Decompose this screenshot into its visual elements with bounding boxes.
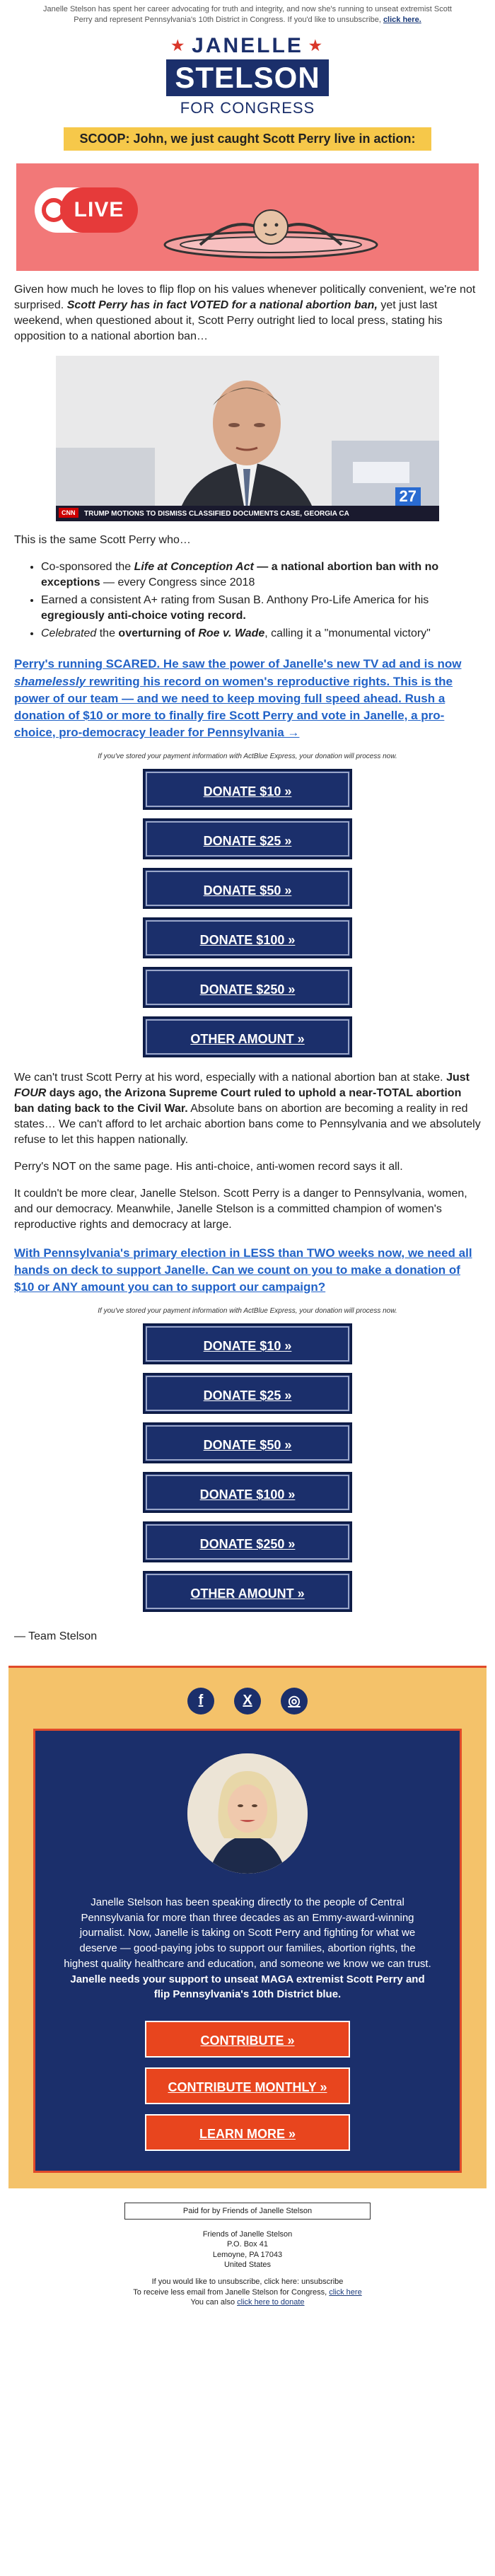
donate-button-group-2 bbox=[0, 1323, 495, 1612]
donate-10-button[interactable]: DONATE $10 » bbox=[143, 1323, 352, 1364]
list-item: • Earned a consistent A+ rating from Susan B. Anthony Pro-Life America for his egregiously anti-choice voting record. bbox=[41, 593, 481, 624]
header bbox=[0, 28, 495, 120]
unsubscribe-line[interactable]: If you would like to unsubscribe, click here: unsubscribe bbox=[151, 2278, 344, 2287]
donate-250-button[interactable]: DONATE $250 » bbox=[143, 967, 352, 1008]
campaign-logo bbox=[166, 34, 328, 117]
donate-line: You can also click here to donate bbox=[190, 2297, 305, 2307]
arizona-paragraph: We can't trust Scott Perry at his word, especially with a national abortion ban at stake. Just FOUR days ago, the Arizona Supreme Court ruled to uphold a near-TOTAL abortion ban dating back to the Civil War. Absolute bans on abortion are becoming a reality in red states… We can't afford to let archaic abortion bans come to Pennsylvania and we absolutely refuse to let this happen nationally. bbox=[14, 1071, 481, 1147]
preheader-text: Janelle Stelson has spent her career advocating for truth and integrity, and now she's running to unseat extremist Scott Perry and represent Pennsylvania's 10th District in Congress. If you'd like to unsubscribe, bbox=[43, 5, 452, 24]
legal-footer bbox=[0, 2188, 495, 2307]
donate-cta-link-1[interactable]: Perry's running SCARED. He saw the power of Janelle's new TV ad and is now shamelessly rewriting his record on women's reproductive rights. This is the power of our team — and we need to keep moving full speed ahead. Rush a donation of $10 or more to finally fire Scott Perry and vote in Janelle, a pro-choice, pro-democracy leader for Pennsylvania → bbox=[14, 657, 462, 739]
donate-cta-link-2[interactable]: With Pennsylvania's primary election in LESS than TWO weeks now, we need all hands on deck to support Janelle. Can we count on you to make a donation of $10 or ANY amount you can to support our campaign? bbox=[14, 1246, 472, 1294]
news-photo[interactable] bbox=[56, 356, 439, 521]
record-intro: This is the same Scott Perry who… bbox=[14, 534, 191, 546]
arizona-section bbox=[0, 1070, 495, 1296]
signoff: — Team Stelson bbox=[14, 1630, 98, 1642]
preheader bbox=[0, 0, 495, 28]
cta-paragraph-1 bbox=[14, 656, 481, 741]
live-badge-label: LIVE bbox=[60, 187, 138, 233]
less-email-link[interactable]: click here bbox=[329, 2287, 362, 2297]
facebook-icon[interactable]: f bbox=[187, 1688, 214, 1715]
record-list bbox=[14, 559, 481, 642]
footer bbox=[8, 1668, 487, 2188]
intro-paragraph: Given how much he loves to flip flop on his values whenever politically convenient, we're not surprised. Scott Perry has in fact VOTED for a national abortion ban, yet just last weekend, when questioned about it, Scott Perry outright lied to local press, stating his opposition to a national abortion ban… bbox=[14, 283, 476, 342]
express-note: If you've stored your payment information with ActBlue Express, your donation will process now. bbox=[98, 1306, 397, 1315]
learn-more-button[interactable]: LEARN MORE » bbox=[145, 2114, 350, 2151]
scott-perry-photo bbox=[56, 356, 439, 521]
mailing-address: Friends of Janelle Stelson P.O. Box 41 Lemoyne, PA 17043 United States bbox=[202, 2230, 293, 2269]
instagram-icon[interactable]: ◎ bbox=[281, 1688, 308, 1715]
unsubscribe-block bbox=[0, 2277, 495, 2307]
bio-card bbox=[33, 1729, 462, 2173]
donate-50-button[interactable]: DONATE $50 » bbox=[143, 1422, 352, 1463]
scoop-banner: SCOOP: John, we just caught Scott Perry live in action: bbox=[64, 127, 431, 151]
network-logo: CNN bbox=[59, 508, 78, 518]
preheader-unsubscribe-link[interactable]: click here. bbox=[383, 15, 421, 24]
contribute-button[interactable]: CONTRIBUTE » bbox=[145, 2021, 350, 2058]
donate-250-button[interactable]: DONATE $250 » bbox=[143, 1521, 352, 1562]
channel-bug: 27 bbox=[395, 487, 421, 506]
intro-section bbox=[0, 282, 495, 344]
candidate-bio: Janelle Stelson has been speaking directly to the people of Central Pennsylvania for more than three decades as an Emmy-award-winning journalist. Now, Janelle is taking on Scott Perry and fighting for what we deserve — good-paying jobs to support our families, abortion rights, the highest quality healthcare and education, and someone we know we can trust. Janelle needs your support to unseat MAGA extremist Scott Perry and flip Pennsylvania's 10th District blue. bbox=[64, 1896, 431, 2001]
donate-button-group-1 bbox=[0, 769, 495, 1057]
record-section bbox=[0, 533, 495, 741]
donate-other-amount-button[interactable]: OTHER AMOUNT » bbox=[143, 1571, 352, 1612]
social-links bbox=[8, 1688, 487, 1715]
perry-paragraph: Perry's NOT on the same page. His anti-choice, anti-women record says it all. bbox=[14, 1161, 403, 1173]
hero-image[interactable] bbox=[16, 163, 479, 271]
danger-paragraph: It couldn't be more clear, Janelle Stelson. Scott Perry is a danger to Pennsylvania, women, and our democracy. Meanwhile, Janelle Stelson is a committed champion of women's reproductive rights and democracy at large. bbox=[14, 1188, 467, 1231]
logo-first-name: JANELLE bbox=[192, 33, 303, 57]
donate-link[interactable]: click here to donate bbox=[237, 2297, 305, 2307]
donate-25-button[interactable]: DONATE $25 » bbox=[143, 818, 352, 859]
donate-100-button[interactable]: DONATE $100 » bbox=[143, 1472, 352, 1513]
news-ticker bbox=[56, 487, 439, 521]
contribute-monthly-button[interactable]: CONTRIBUTE MONTHLY » bbox=[145, 2067, 350, 2104]
star-icon: ★ bbox=[171, 38, 187, 54]
cta-paragraph-2 bbox=[14, 1245, 481, 1296]
list-item: • Co-sponsored the Life at Conception Act — a national abortion ban with no exceptions — every Congress since 2018 bbox=[41, 559, 481, 591]
star-icon: ★ bbox=[308, 38, 324, 54]
face-icon bbox=[254, 210, 288, 244]
logo-last-name: STELSON bbox=[166, 59, 328, 96]
ticker-text: TRUMP MOTIONS TO DISMISS CLASSIFIED DOCUMENTS CASE, GEORGIA CA bbox=[84, 509, 349, 518]
candidate-avatar bbox=[187, 1753, 308, 1874]
donate-25-button[interactable]: DONATE $25 » bbox=[143, 1373, 352, 1414]
x-twitter-icon[interactable]: X bbox=[234, 1688, 261, 1715]
donate-10-button[interactable]: DONATE $10 » bbox=[143, 769, 352, 810]
donate-100-button[interactable]: DONATE $100 » bbox=[143, 917, 352, 958]
paid-for-disclaimer: Paid for by Friends of Janelle Stelson bbox=[124, 2203, 371, 2220]
list-item: • Celebrated the overturning of Roe v. Wade, calling it a "monumental victory" bbox=[41, 626, 481, 642]
candidate-portrait bbox=[187, 1753, 308, 1874]
flip-flop-illustration bbox=[158, 206, 384, 262]
donate-other-amount-button[interactable]: OTHER AMOUNT » bbox=[143, 1016, 352, 1057]
donate-50-button[interactable]: DONATE $50 » bbox=[143, 868, 352, 909]
logo-subtitle: FOR CONGRESS bbox=[180, 98, 315, 117]
express-note: If you've stored your payment information with ActBlue Express, your donation will process now. bbox=[98, 752, 397, 760]
less-email-line: To receive less email from Janelle Stelson for Congress, click here bbox=[133, 2287, 362, 2297]
